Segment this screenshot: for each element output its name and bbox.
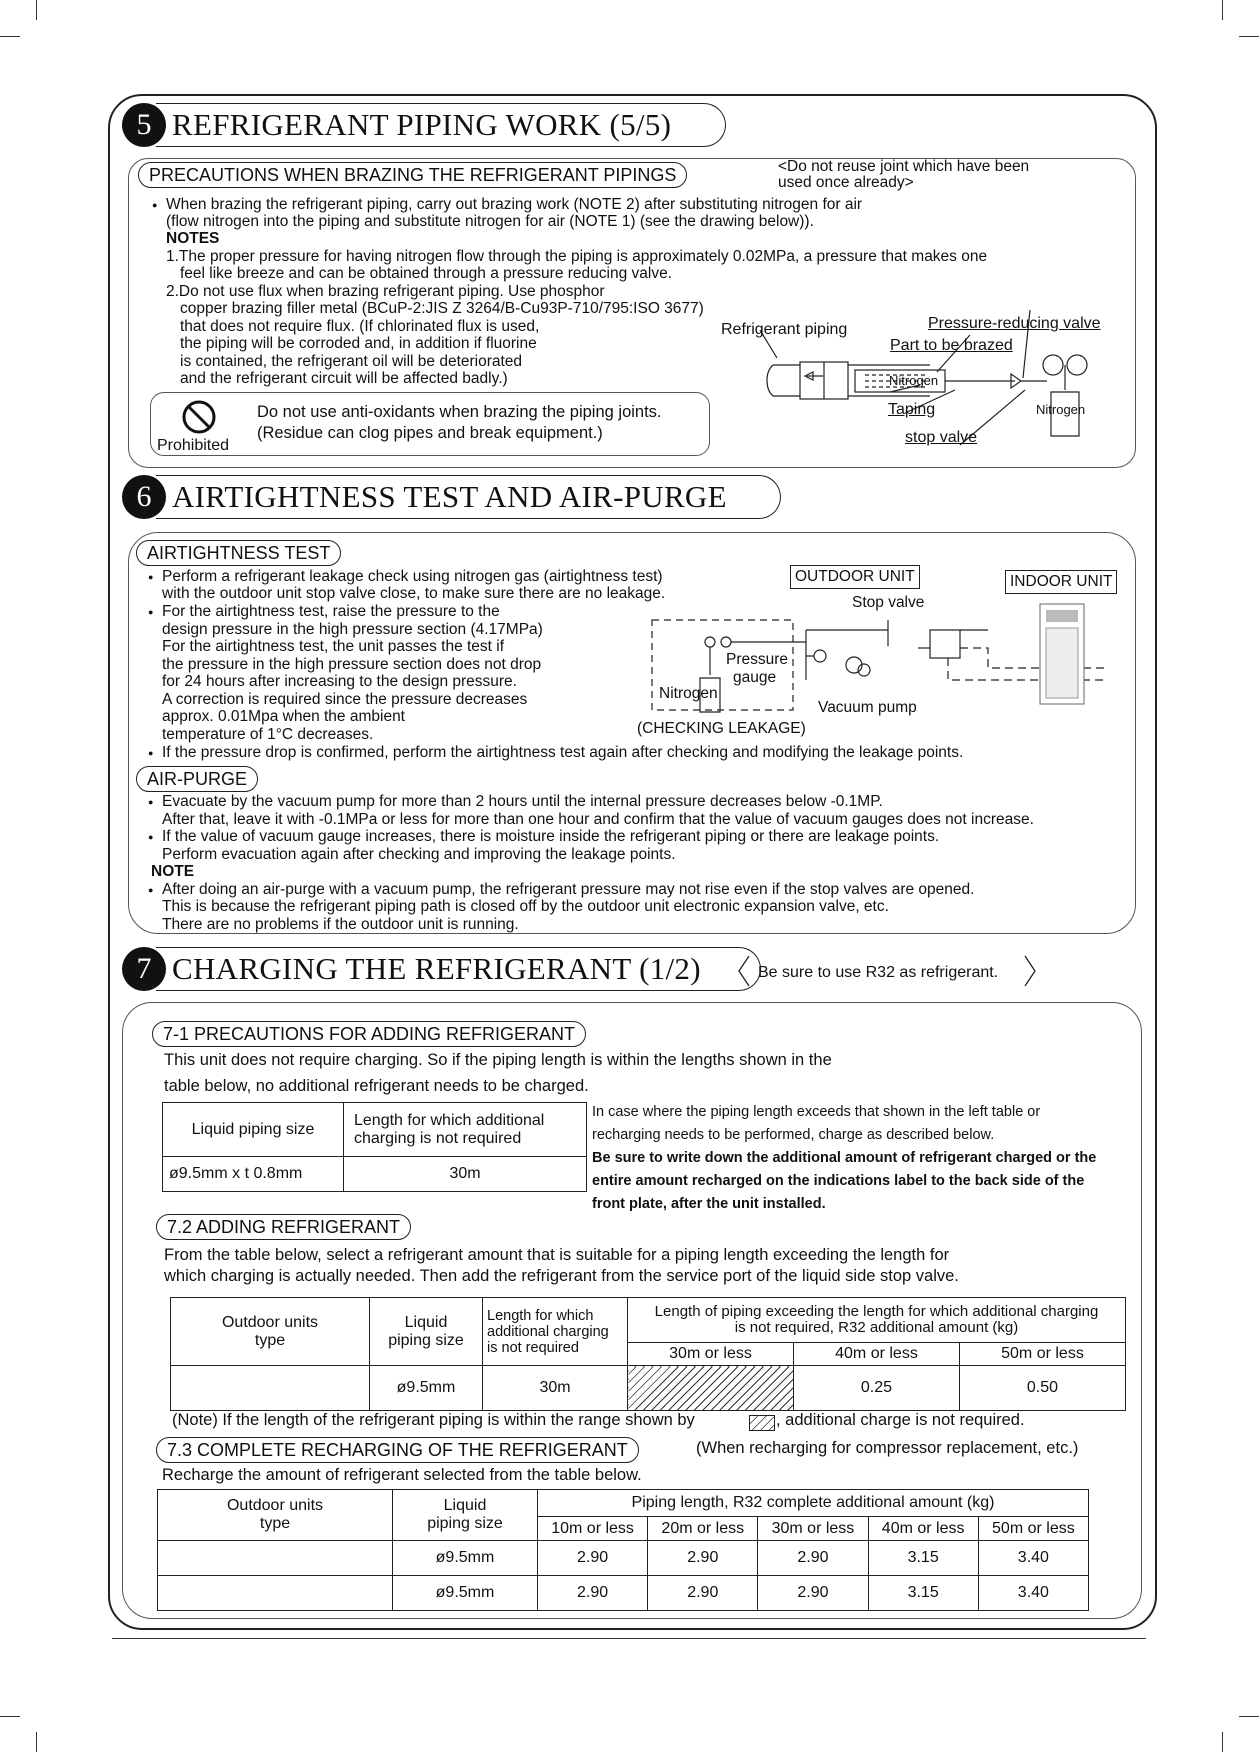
brazing-heading: PRECAUTIONS WHEN BRAZING THE REFRIGERANT PIPINGS: [138, 162, 687, 188]
note-text: feel like breeze and can be obtained through a pressure reducing valve.: [180, 265, 673, 282]
table-recharge: [157, 1489, 1089, 1611]
side-note: recharging needs to be performed, charge as described below.: [592, 1127, 995, 1143]
table-header: 40m or less: [868, 1517, 978, 1541]
airpurge-text: There are no problems if the outdoor unit is running.: [162, 916, 519, 933]
diagram-label: stop valve: [905, 429, 978, 446]
indoor-unit-icon: [1040, 604, 1084, 704]
prohibited-icon: [180, 398, 218, 436]
table-cell: ø9.5mm: [393, 1576, 538, 1611]
section-number: 7: [122, 947, 166, 991]
crop-mark: [1222, 1732, 1223, 1752]
section-title: AIRTIGHTNESS TEST AND AIR-PURGE: [156, 475, 781, 519]
prohibited-text: (Residue can clog pipes and break equipment.): [257, 424, 603, 442]
airpurge-text: Perform evacuation again after checking and improving the leakage points.: [162, 846, 676, 863]
side-note-bold: Be sure to write down the additional amount of refrigerant charged or the: [592, 1150, 1097, 1166]
table-header: 50m or less: [959, 1343, 1125, 1366]
diagram-label: Stop valve: [852, 594, 925, 611]
airpurge-heading: AIR-PURGE: [136, 766, 258, 792]
section-title: CHARGING THE REFRIGERANT (1/2): [156, 947, 761, 991]
table-cell: 0.25: [793, 1366, 959, 1411]
table-cell: 3.15: [868, 1576, 978, 1611]
section-number: 5: [122, 103, 166, 147]
crop-mark: [1239, 1716, 1259, 1717]
indoor-unit-label: INDOOR UNIT: [1005, 570, 1117, 594]
airpurge-text: ● If the value of vacuum gauge increases, there is moisture inside the refrigerant piping or there are leakage points.: [162, 828, 939, 846]
reuse-note: <Do not reuse joint which have been: [778, 158, 1030, 175]
reuse-note: used once already>: [778, 174, 914, 191]
note-text: copper brazing filler metal (BCuP-2:JIS Z 3264/B-Cu93P-710/795:ISO 3677): [180, 300, 704, 317]
table-cell: 2.90: [758, 1541, 868, 1576]
diagram-label: (CHECKING LEAKAGE): [637, 720, 806, 737]
airtight-text: ● Perform a refrigerant leakage check using nitrogen gas (airtightness test): [162, 568, 663, 586]
side-note-bold: entire amount recharged on the indications label to the back side of the: [592, 1173, 1085, 1189]
diagram-label: Pressure: [726, 651, 789, 668]
s72-heading: 7.2 ADDING REFRIGERANT: [156, 1214, 411, 1240]
note-label: NOTE: [151, 863, 195, 880]
note72: , additional charge is not required.: [776, 1411, 1025, 1429]
airtight-text: design pressure in the high pressure section (4.17MPa): [162, 621, 543, 638]
airpurge-text: ● Evacuate by the vacuum pump for more than 2 hours until the internal pressure decreases below -0.1MP.: [162, 793, 883, 811]
side-note-bold: front plate, after the unit installed.: [592, 1196, 826, 1212]
table-header: 30m or less: [628, 1343, 794, 1366]
table-cell: 2.90: [648, 1541, 758, 1576]
s73-text: Recharge the amount of refrigerant selected from the table below.: [162, 1466, 642, 1484]
section-7-header: [122, 948, 761, 990]
table-cell: 30m: [344, 1157, 587, 1192]
table-cell: 2.90: [538, 1541, 648, 1576]
section-number: 6: [122, 475, 166, 519]
crop-mark: [1222, 0, 1223, 20]
table-cell: [158, 1541, 393, 1576]
crop-mark: [0, 1716, 20, 1717]
note-text: 1.The proper pressure for having nitrogen flow through the piping is approximately 0.02MPa, a pressure that makes one: [166, 248, 988, 265]
brazing-text: (flow nitrogen into the piping and substitute nitrogen for air (NOTE 1) (see the drawing below)).: [166, 213, 814, 230]
note-text: is contained, the refrigerant oil will be deteriorated: [180, 353, 523, 370]
diagram-label: Pressure-reducing valve: [928, 315, 1101, 332]
table-header: Outdoor units type: [158, 1490, 393, 1541]
airpurge-text: After that, leave it with -0.1MPa or less for more than one hour and confirm that the value of vacuum gauges does not increase.: [162, 811, 1034, 828]
diagram-label: Nitrogen: [659, 685, 718, 702]
table-header: Length for which additional charging is not required: [344, 1103, 587, 1157]
airtight-text: ● If the pressure drop is confirmed, perform the airtightness test again after checking and modifying the leakage points.: [162, 744, 963, 762]
airtight-text: temperature of 1°C decreases.: [162, 726, 374, 743]
outdoor-unit-label: OUTDOOR UNIT: [790, 565, 920, 589]
hatch-legend-icon: [749, 1415, 775, 1431]
table-header: Length for which additional charging is not required: [483, 1298, 628, 1366]
s73-note: (When recharging for compressor replacement, etc.): [696, 1439, 1079, 1457]
table-adding: [170, 1297, 1126, 1411]
table-no-charge: [162, 1102, 587, 1192]
table-cell: [158, 1576, 393, 1611]
brazing-text: ● When brazing the refrigerant piping, carry out brazing work (NOTE 2) after substituting nitrogen for air: [166, 196, 862, 214]
table-cell: 3.15: [868, 1541, 978, 1576]
airtight-text: the pressure in the high pressure section does not drop: [162, 656, 542, 673]
table-cell: ø9.5mm: [393, 1541, 538, 1576]
table-header: Outdoor units type: [171, 1298, 370, 1366]
diagram-label: Vacuum pump: [818, 699, 917, 716]
table-cell: 2.90: [648, 1576, 758, 1611]
side-note: In case where the piping length exceeds that shown in the left table or: [592, 1104, 1041, 1120]
table-header: 20m or less: [648, 1517, 758, 1541]
note-text: 2.Do not use flux when brazing refrigerant piping. Use phosphor: [166, 283, 605, 300]
prohibited-label: Prohibited: [157, 437, 230, 454]
diagram-label: Taping: [888, 401, 936, 418]
note-text: and the refrigerant circuit will be affected badly.): [180, 370, 508, 387]
table-cell: 30m: [483, 1366, 628, 1411]
note-text: that does not require flux. (If chlorinated flux is used,: [180, 318, 540, 335]
table-header: 50m or less: [978, 1517, 1088, 1541]
diagram-label: Refrigerant piping: [721, 321, 848, 338]
prohibited-text: Do not use anti-oxidants when brazing the piping joints.: [257, 403, 662, 421]
airtight-text: for 24 hours after increasing to the design pressure.: [162, 673, 517, 690]
section-title: REFRIGERANT PIPING WORK (5/5): [156, 103, 726, 147]
s71-heading: 7-1 PRECAUTIONS FOR ADDING REFRIGERANT: [152, 1021, 586, 1047]
table-header: 40m or less: [793, 1343, 959, 1366]
airpurge-text: This is because the refrigerant piping path is closed off by the outdoor unit electronic expansion valve, etc.: [162, 898, 889, 915]
hatched-cell: [628, 1366, 794, 1411]
airtight-heading: AIRTIGHTNESS TEST: [136, 540, 341, 566]
airpurge-text: ● After doing an air-purge with a vacuum pump, the refrigerant pressure may not rise even if the stop valves are opened.: [162, 881, 974, 899]
table-cell: ø9.5mm x t 0.8mm: [163, 1157, 344, 1192]
s71-text: This unit does not require charging. So if the piping length is within the lengths shown in the: [164, 1051, 832, 1069]
diagram-label: Nitrogen: [1036, 402, 1086, 417]
crop-mark: [0, 36, 20, 37]
table-header: Piping length, R32 complete additional amount (kg): [538, 1490, 1089, 1517]
table-cell: 3.40: [978, 1576, 1088, 1611]
table-cell: 2.90: [538, 1576, 648, 1611]
table-header: Length of piping exceeding the length for which additional charging is not required, R32 additional amount (kg): [628, 1298, 1126, 1343]
diagram-label: Part to be brazed: [890, 337, 1013, 354]
s73-heading: 7.3 COMPLETE RECHARGING OF THE REFRIGERANT: [156, 1437, 639, 1463]
section-5-header: [122, 104, 726, 146]
airtight-text: A correction is required since the pressure decreases: [162, 691, 528, 708]
airtight-text: with the outdoor unit stop valve close, to make sure there are no leakage.: [162, 585, 666, 602]
footer-rule: [112, 1638, 1146, 1639]
airtight-text: approx. 0.01Mpa when the ambient: [162, 708, 405, 725]
table-header: Liquid piping size: [393, 1490, 538, 1541]
table-header: 30m or less: [758, 1517, 868, 1541]
s71-text: table below, no additional refrigerant needs to be charged.: [164, 1077, 589, 1095]
crop-mark: [36, 1732, 37, 1752]
diagram-label: Nitrogen: [889, 373, 939, 388]
crop-mark: [1239, 36, 1259, 37]
table-cell: 3.40: [978, 1541, 1088, 1576]
table-cell: [171, 1366, 370, 1411]
notes-label: NOTES: [166, 230, 220, 247]
table-cell: 0.50: [959, 1366, 1125, 1411]
diagram-label: gauge: [733, 669, 777, 686]
crop-mark: [36, 0, 37, 20]
s72-text: From the table below, select a refrigerant amount that is suitable for a piping length exceeding the length for: [164, 1246, 950, 1264]
note72: (Note) If the length of the refrigerant piping is within the range shown by: [172, 1411, 695, 1429]
table-header: Liquid piping size: [163, 1103, 344, 1157]
table-header: 10m or less: [538, 1517, 648, 1541]
table-cell: ø9.5mm: [370, 1366, 483, 1411]
table-header: Liquid piping size: [370, 1298, 483, 1366]
airtight-text: ● For the airtightness test, raise the pressure to the: [162, 603, 500, 621]
section-6-header: [122, 476, 781, 518]
r32-note: Be sure to use R32 as refrigerant.: [758, 964, 999, 981]
note-text: the piping will be corroded and, in addition if fluorine: [180, 335, 537, 352]
table-cell: 2.90: [758, 1576, 868, 1611]
s72-text: which charging is actually needed. Then add the refrigerant from the service port of the liquid side stop valve.: [164, 1267, 959, 1285]
airtight-text: For the airtightness test, the unit passes the test if: [162, 638, 505, 655]
